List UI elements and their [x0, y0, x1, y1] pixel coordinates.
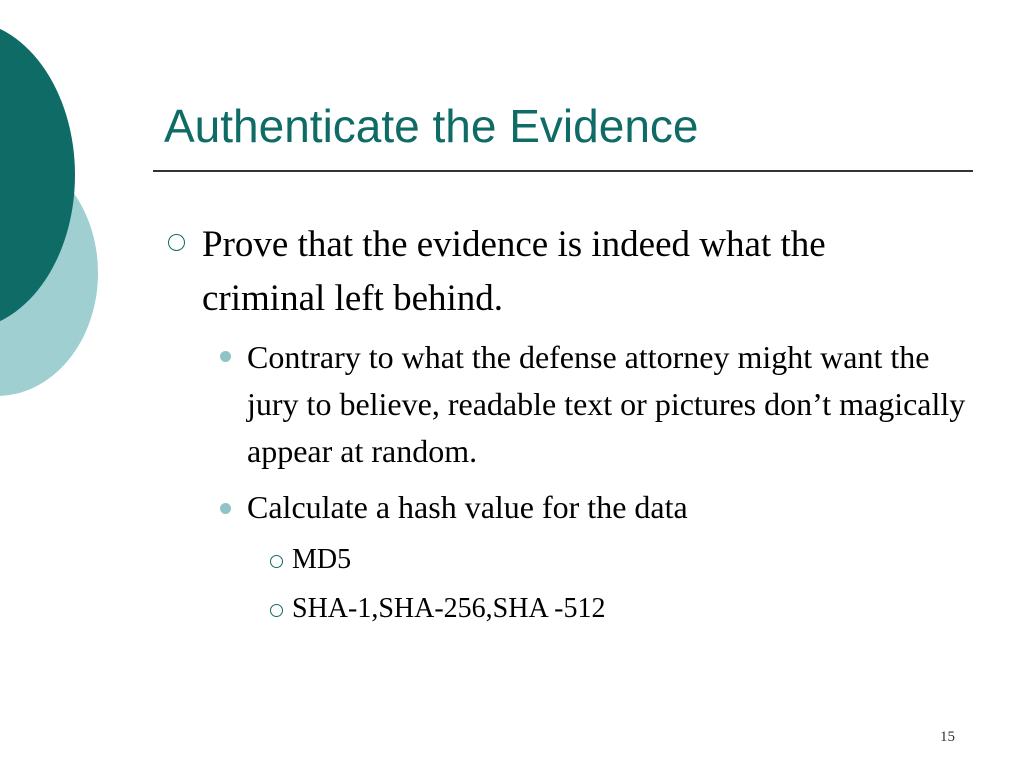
- bullet-level3: SHA-1,SHA-256,SHA -512: [292, 593, 606, 624]
- hollow-circle-bullet-icon: [270, 604, 283, 617]
- hollow-circle-bullet-icon: [168, 234, 185, 251]
- page-number: 15: [940, 729, 955, 745]
- slide-title: Authenticate the Evidence: [164, 100, 699, 152]
- bullet-level2: Contrary to what the defense attorney might want the jury to believe, readable text or pictures don’t magically appear at random.: [247, 339, 966, 469]
- bullet-level1: Prove that the evidence is indeed what the criminal left behind.: [202, 224, 826, 319]
- filled-dot-bullet-icon: [220, 351, 231, 362]
- bullet-level3: MD5: [292, 544, 352, 575]
- filled-dot-bullet-icon: [220, 503, 231, 514]
- bullet-level2: Calculate a hash value for the data: [247, 489, 688, 525]
- hollow-circle-bullet-icon: [270, 555, 283, 568]
